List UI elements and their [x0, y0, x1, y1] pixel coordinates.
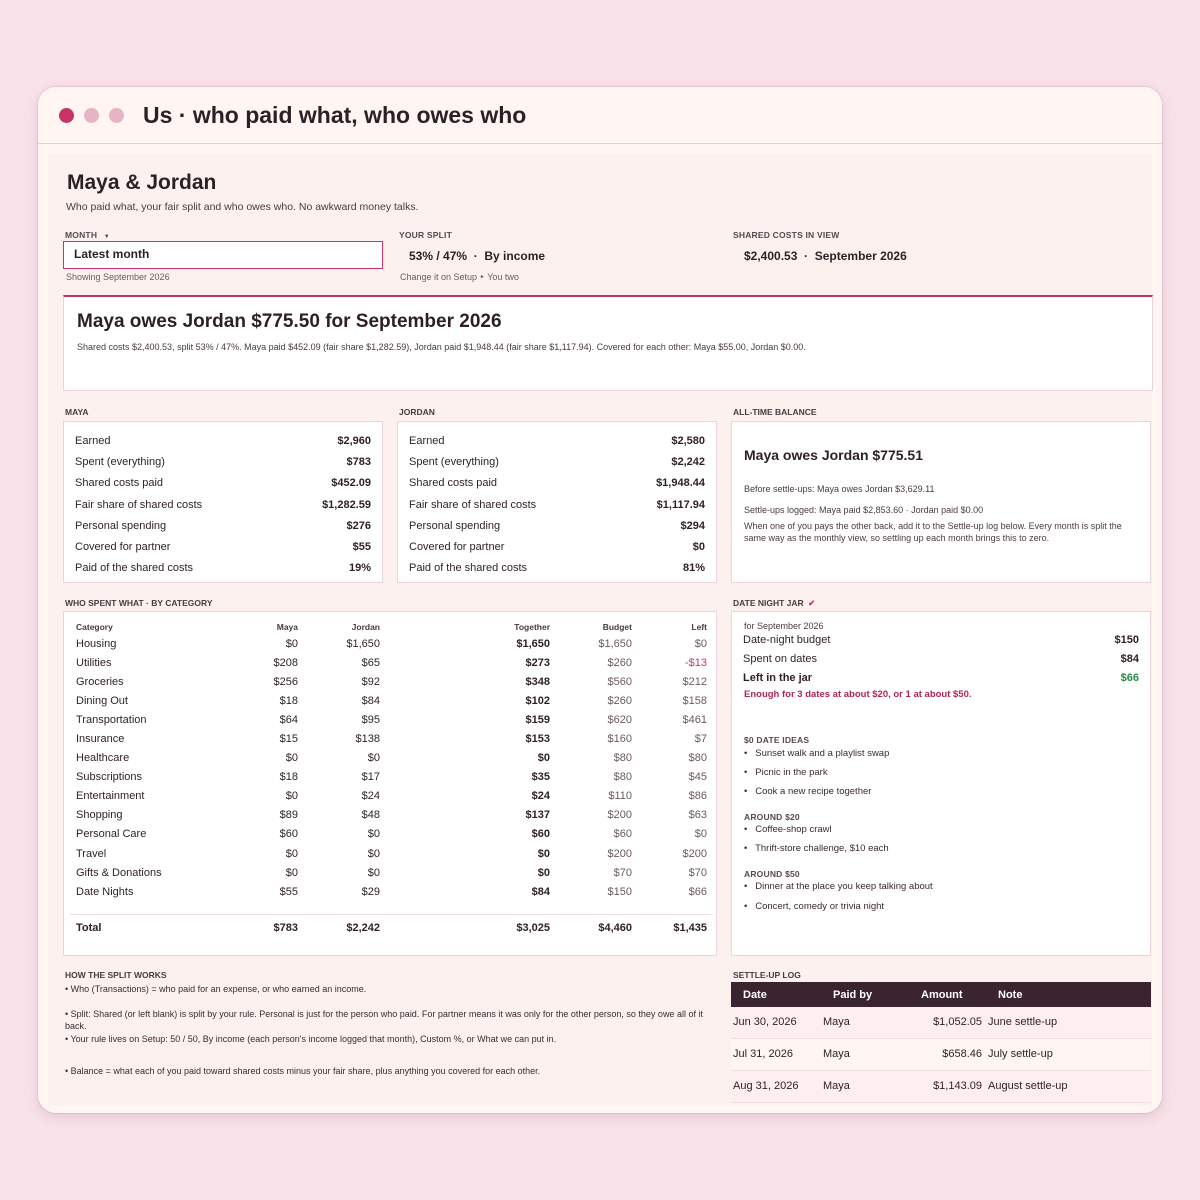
settle-log	[731, 982, 1151, 1103]
table-cell: $0	[537, 752, 550, 765]
maya-stat-value: $2,960	[337, 435, 371, 447]
table-cell: $0	[285, 866, 298, 879]
jordan-stat-row	[409, 499, 705, 511]
column-header: Category	[76, 622, 113, 632]
column-header: Paid by	[833, 989, 873, 1001]
maya-stat-row	[75, 520, 371, 532]
table-row	[70, 768, 713, 787]
table-cell: $137	[525, 809, 550, 822]
total-cell: Total	[76, 921, 102, 934]
list-item: • Who (Transactions) = who paid for an expense, or who earned an income.	[65, 984, 367, 994]
categories-total-table	[70, 914, 713, 941]
maya-card	[63, 421, 383, 583]
jordan-stat-row	[409, 435, 705, 447]
table-cell: $159	[525, 713, 550, 726]
datejar-spent-label: Spent on dates	[743, 653, 818, 665]
checkmark-icon: ✔	[808, 598, 816, 608]
month-label	[65, 230, 110, 240]
jordan-stat-label: Shared costs paid	[409, 477, 498, 490]
table-cell: $29	[361, 885, 380, 898]
table-cell: $0	[694, 637, 707, 650]
table-cell: Maya	[823, 1048, 850, 1060]
datejar-enough: Enough for 3 dates at about $20, or 1 at about $50.	[744, 689, 972, 700]
table-cell: $80	[613, 771, 632, 784]
maya-stat-value: $276	[346, 519, 371, 532]
ideas-free-label: $0 DATE IDEAS	[744, 735, 810, 745]
jordan-stat-label: Spent (everything)	[409, 456, 499, 469]
table-cell: $45	[688, 771, 707, 784]
table-row	[70, 844, 713, 863]
categories-header-row	[70, 620, 713, 634]
jordan-stat-value: $294	[680, 519, 705, 532]
table-cell: $0	[367, 828, 380, 841]
table-cell: $18	[279, 694, 298, 707]
table-cell: $208	[273, 656, 298, 669]
maya-stat-label: Earned	[75, 435, 111, 447]
table-cell: $65	[361, 656, 380, 669]
table-cell: $18	[279, 771, 298, 784]
dashboard-sheet	[48, 153, 1152, 1105]
table-cell: $84	[531, 885, 550, 898]
page-title: Maya & Jordan	[67, 171, 217, 194]
table-cell: $64	[279, 713, 298, 726]
table-cell: $1,650	[516, 637, 550, 650]
total-cell: $3,025	[516, 921, 550, 934]
table-cell: $138	[355, 733, 380, 746]
table-cell: $92	[361, 675, 380, 688]
maya-stat-label: Shared costs paid	[75, 477, 164, 490]
column-header: Jordan	[351, 622, 380, 632]
maya-stat-row	[75, 477, 371, 489]
table-cell: Personal Care	[76, 828, 147, 841]
table-cell: $348	[525, 675, 550, 688]
column-header: Amount	[921, 989, 963, 1001]
datejar-card	[731, 611, 1151, 956]
table-cell: Gifts & Donations	[76, 866, 162, 879]
table-cell: $102	[525, 694, 550, 707]
table-cell: Maya	[823, 1016, 850, 1028]
list-item: • Sunset walk and a playlist swap	[744, 748, 890, 759]
table-cell: June settle-up	[988, 1016, 1058, 1028]
table-cell: -$13	[684, 656, 707, 669]
table-cell: $80	[688, 752, 707, 765]
list-item: • Cook a new recipe together	[744, 786, 872, 797]
table-cell: Shopping	[76, 809, 123, 822]
list-item: • Your rule lives on Setup: 50 / 50, By income (each person's income logged that month), Custom %, or What we can put in.	[65, 1034, 557, 1044]
table-row	[70, 882, 713, 901]
maya-stat-row	[75, 499, 371, 511]
table-row	[70, 806, 713, 825]
table-cell: $658.46	[942, 1048, 982, 1060]
maya-stat-value: 19%	[348, 562, 371, 575]
maya-stat-row	[75, 435, 371, 447]
table-cell: Subscriptions	[76, 771, 143, 784]
balance-section-label: ALL-TIME BALANCE	[733, 407, 1151, 423]
table-cell: $260	[607, 694, 632, 707]
minimize-window-icon[interactable]	[84, 108, 99, 123]
maximize-window-icon[interactable]	[109, 108, 124, 123]
table-cell: Entertainment	[76, 790, 145, 803]
table-cell: Dining Out	[76, 694, 128, 707]
split-value: 53% / 47% · By income	[409, 249, 546, 263]
table-cell: $0	[285, 847, 298, 860]
jordan-stat-label: Earned	[409, 435, 445, 447]
table-cell: $1,650	[598, 637, 632, 650]
maya-stat-value: $55	[352, 541, 371, 553]
jordan-stat-value: $0	[692, 541, 705, 553]
table-row	[70, 787, 713, 806]
datejar-budget-value: $150	[1114, 634, 1139, 646]
shared-costs-label: SHARED COSTS IN VIEW	[733, 230, 840, 240]
table-cell: $24	[531, 790, 550, 803]
table-cell: $66	[688, 885, 707, 898]
settlement-summary-card	[63, 295, 1153, 391]
jordan-stat-row	[409, 562, 705, 574]
table-cell: $95	[361, 713, 380, 726]
table-cell: Transportation	[76, 713, 147, 726]
settlement-detail: Shared costs $2,400.53, split 53% / 47%. Maya paid $452.09 (fair share $1,282.59), Jordan paid $1,948.44 (fair share $1,117.94). Covered for each other: Maya $55.00, Jordan $0.00.	[77, 342, 806, 352]
table-cell: $260	[607, 656, 632, 669]
balance-logged: Settle-ups logged: Maya paid $2,853.60 · Jordan paid $0.00	[744, 505, 984, 515]
table-cell: $273	[525, 656, 550, 669]
list-item: • Dinner at the place you keep talking about	[744, 881, 933, 892]
table-cell: $560	[607, 675, 632, 688]
table-cell: $0	[285, 752, 298, 765]
table-cell: $60	[279, 828, 298, 841]
list-item: • Split: Shared (or left blank) is split by your rule. Personal is just for the person who paid. For partner means it was only for the other person, so they owe all of it back.	[65, 1009, 703, 1031]
jordan-stat-value: $2,242	[671, 456, 705, 469]
datejar-left-row	[743, 672, 1139, 684]
table-cell: Date Nights	[76, 885, 134, 898]
categories-table	[70, 620, 713, 901]
table-cell: Aug 31, 2026	[733, 1080, 799, 1092]
settle-header-row	[731, 982, 1151, 1007]
table-row	[70, 634, 713, 653]
datejar-budget-row	[743, 634, 1139, 646]
table-cell: Maya	[823, 1080, 850, 1092]
column-header: Maya	[276, 622, 298, 632]
table-cell: $15	[279, 733, 298, 746]
how-section-label: HOW THE SPLIT WORKS	[65, 970, 167, 980]
table-cell: $620	[607, 713, 632, 726]
split-note: Change it on Setup ‣ You two	[400, 272, 519, 282]
categories-section-label: WHO SPENT WHAT · BY CATEGORY	[65, 598, 213, 608]
table-cell: $110	[608, 790, 632, 803]
table-cell: July settle-up	[988, 1048, 1053, 1060]
total-cell: $2,242	[346, 921, 380, 934]
table-cell: $0	[285, 790, 298, 803]
ideas-20-label: AROUND $20	[744, 812, 800, 822]
jordan-stat-value: $2,580	[671, 435, 705, 447]
list-item: • Concert, comedy or trivia night	[744, 901, 885, 912]
datejar-left-label: Left in the jar	[743, 672, 813, 684]
balance-note: When one of you pays the other back, add it to the Settle-up log below. Every month is split the same way as the monthly view, so settling up each month brings this to zero.	[744, 521, 1122, 543]
datejar-left-value: $66	[1120, 672, 1139, 684]
table-cell: Travel	[76, 847, 107, 860]
table-row	[731, 1071, 1151, 1103]
table-cell: Jul 31, 2026	[733, 1048, 793, 1060]
month-note: Showing September 2026	[66, 272, 170, 282]
maya-stat-label: Paid of the shared costs	[75, 562, 194, 575]
jordan-stat-row	[409, 541, 705, 553]
table-cell: $461	[682, 713, 707, 726]
month-label-text: MONTH	[65, 230, 98, 240]
table-cell: $70	[613, 866, 632, 879]
table-row	[70, 825, 713, 844]
maya-stat-label: Covered for partner	[75, 541, 171, 553]
maya-stat-label: Personal spending	[75, 519, 167, 532]
table-cell: $55	[279, 885, 298, 898]
table-cell: $1,143.09	[933, 1080, 982, 1092]
jordan-stat-row	[409, 520, 705, 532]
table-cell: $24	[361, 790, 380, 803]
close-window-icon[interactable]	[59, 108, 74, 123]
table-cell: $60	[613, 828, 632, 841]
shared-costs-value: $2,400.53 · September 2026	[744, 249, 907, 263]
table-cell: $7	[694, 733, 707, 746]
datejar-label-text: DATE NIGHT JAR	[733, 598, 804, 608]
maya-section-label: MAYA	[65, 407, 383, 423]
list-item: • Balance = what each of you paid toward shared costs minus your fair share, plus anything you covered for each other.	[65, 1066, 541, 1076]
total-cell: $1,435	[673, 921, 707, 934]
balance-headline: Maya owes Jordan $775.51	[744, 447, 923, 463]
jordan-stat-label: Personal spending	[409, 519, 501, 532]
table-cell: $35	[531, 771, 550, 784]
datejar-spent-value: $84	[1120, 653, 1139, 665]
table-cell: Utilities	[76, 656, 112, 669]
table-row	[70, 653, 713, 672]
table-row	[70, 672, 713, 691]
list-item: • Coffee-shop crawl	[744, 824, 832, 835]
table-cell: $80	[613, 752, 632, 765]
table-cell: $0	[537, 847, 550, 860]
maya-stat-label: Spent (everything)	[75, 456, 165, 469]
maya-stat-value: $783	[346, 456, 371, 469]
balance-before: Before settle-ups: Maya owes Jordan $3,629.11	[744, 484, 935, 494]
datejar-for: for September 2026	[744, 621, 824, 631]
table-cell: $150	[607, 885, 632, 898]
maya-stat-label: Fair share of shared costs	[75, 498, 203, 511]
title-bar	[38, 87, 1162, 144]
table-cell: $0	[694, 828, 707, 841]
datejar-budget-label: Date-night budget	[743, 634, 831, 646]
table-cell: $17	[361, 771, 380, 784]
jordan-card	[397, 421, 717, 583]
table-cell: $256	[273, 675, 298, 688]
table-cell: Healthcare	[76, 752, 130, 765]
table-cell: Insurance	[76, 733, 125, 746]
table-cell: $48	[361, 809, 380, 822]
jordan-stat-label: Paid of the shared costs	[409, 562, 528, 575]
settle-section-label: SETTLE-UP LOG	[733, 970, 801, 980]
maya-stat-value: $452.09	[331, 477, 371, 490]
jordan-stat-value: $1,948.44	[656, 477, 705, 490]
table-row	[70, 691, 713, 710]
column-header: Note	[998, 989, 1023, 1001]
table-cell: $0	[367, 847, 380, 860]
table-cell: Housing	[76, 637, 117, 650]
table-cell: $158	[682, 694, 707, 707]
table-cell: $60	[531, 828, 550, 841]
app-window	[38, 87, 1162, 1113]
table-cell: $160	[607, 733, 632, 746]
table-cell: Groceries	[76, 675, 124, 688]
window-title: Us · who paid what, who owes who	[143, 102, 527, 128]
table-cell: $0	[367, 752, 380, 765]
table-cell: $200	[607, 809, 632, 822]
jordan-stat-label: Fair share of shared costs	[409, 498, 537, 511]
jordan-stat-row	[409, 477, 705, 489]
table-row	[70, 729, 713, 748]
table-cell: $212	[682, 675, 707, 688]
jordan-stat-label: Covered for partner	[409, 541, 505, 553]
table-cell: $86	[688, 790, 707, 803]
maya-stat-row	[75, 562, 371, 574]
jordan-section-label: JORDAN	[399, 407, 717, 423]
total-cell: $4,460	[598, 921, 632, 934]
maya-stat-row	[75, 456, 371, 468]
table-cell: $200	[607, 847, 632, 860]
page-subtitle: Who paid what, your fair split and who owes who. No awkward money talks.	[66, 201, 419, 213]
total-cell: $783	[273, 921, 298, 934]
month-select[interactable]: Latest month	[63, 241, 383, 269]
maya-stat-value: $1,282.59	[322, 498, 371, 511]
table-cell: $63	[688, 809, 707, 822]
column-header: Date	[743, 989, 767, 1001]
table-cell: $0	[537, 866, 550, 879]
jordan-stat-value: 81%	[682, 562, 705, 575]
settlement-headline: Maya owes Jordan $775.50 for September 2026	[77, 311, 502, 332]
table-row	[731, 1039, 1151, 1071]
column-header: Left	[691, 622, 707, 632]
table-cell: $0	[285, 637, 298, 650]
table-row	[70, 710, 713, 729]
table-cell: $153	[525, 733, 550, 746]
table-cell: $84	[361, 694, 380, 707]
table-row	[731, 1007, 1151, 1039]
table-cell: Jun 30, 2026	[733, 1016, 797, 1028]
table-cell: $0	[367, 866, 380, 879]
table-cell: August settle-up	[988, 1080, 1068, 1092]
dropdown-caret-icon[interactable]: ▼	[103, 234, 110, 240]
column-header: Together	[514, 622, 550, 632]
datejar-spent-row	[743, 653, 1139, 665]
list-item: • Thrift-store challenge, $10 each	[744, 843, 889, 854]
table-row	[70, 863, 713, 882]
jordan-stat-row	[409, 456, 705, 468]
table-cell: $1,650	[346, 637, 380, 650]
table-cell: $1,052.05	[933, 1016, 982, 1028]
ideas-50-label: AROUND $50	[744, 869, 800, 879]
table-cell: $70	[688, 866, 707, 879]
split-label: YOUR SPLIT	[399, 230, 453, 240]
maya-stat-row	[75, 541, 371, 553]
table-row	[70, 749, 713, 768]
column-header: Budget	[602, 622, 632, 632]
list-item: • Picnic in the park	[744, 767, 828, 778]
table-cell: $89	[279, 809, 298, 822]
jordan-stat-value: $1,117.94	[656, 498, 705, 511]
table-cell: $200	[682, 847, 707, 860]
balance-card	[731, 421, 1151, 583]
categories-card	[63, 611, 717, 956]
categories-total-row	[70, 915, 713, 941]
